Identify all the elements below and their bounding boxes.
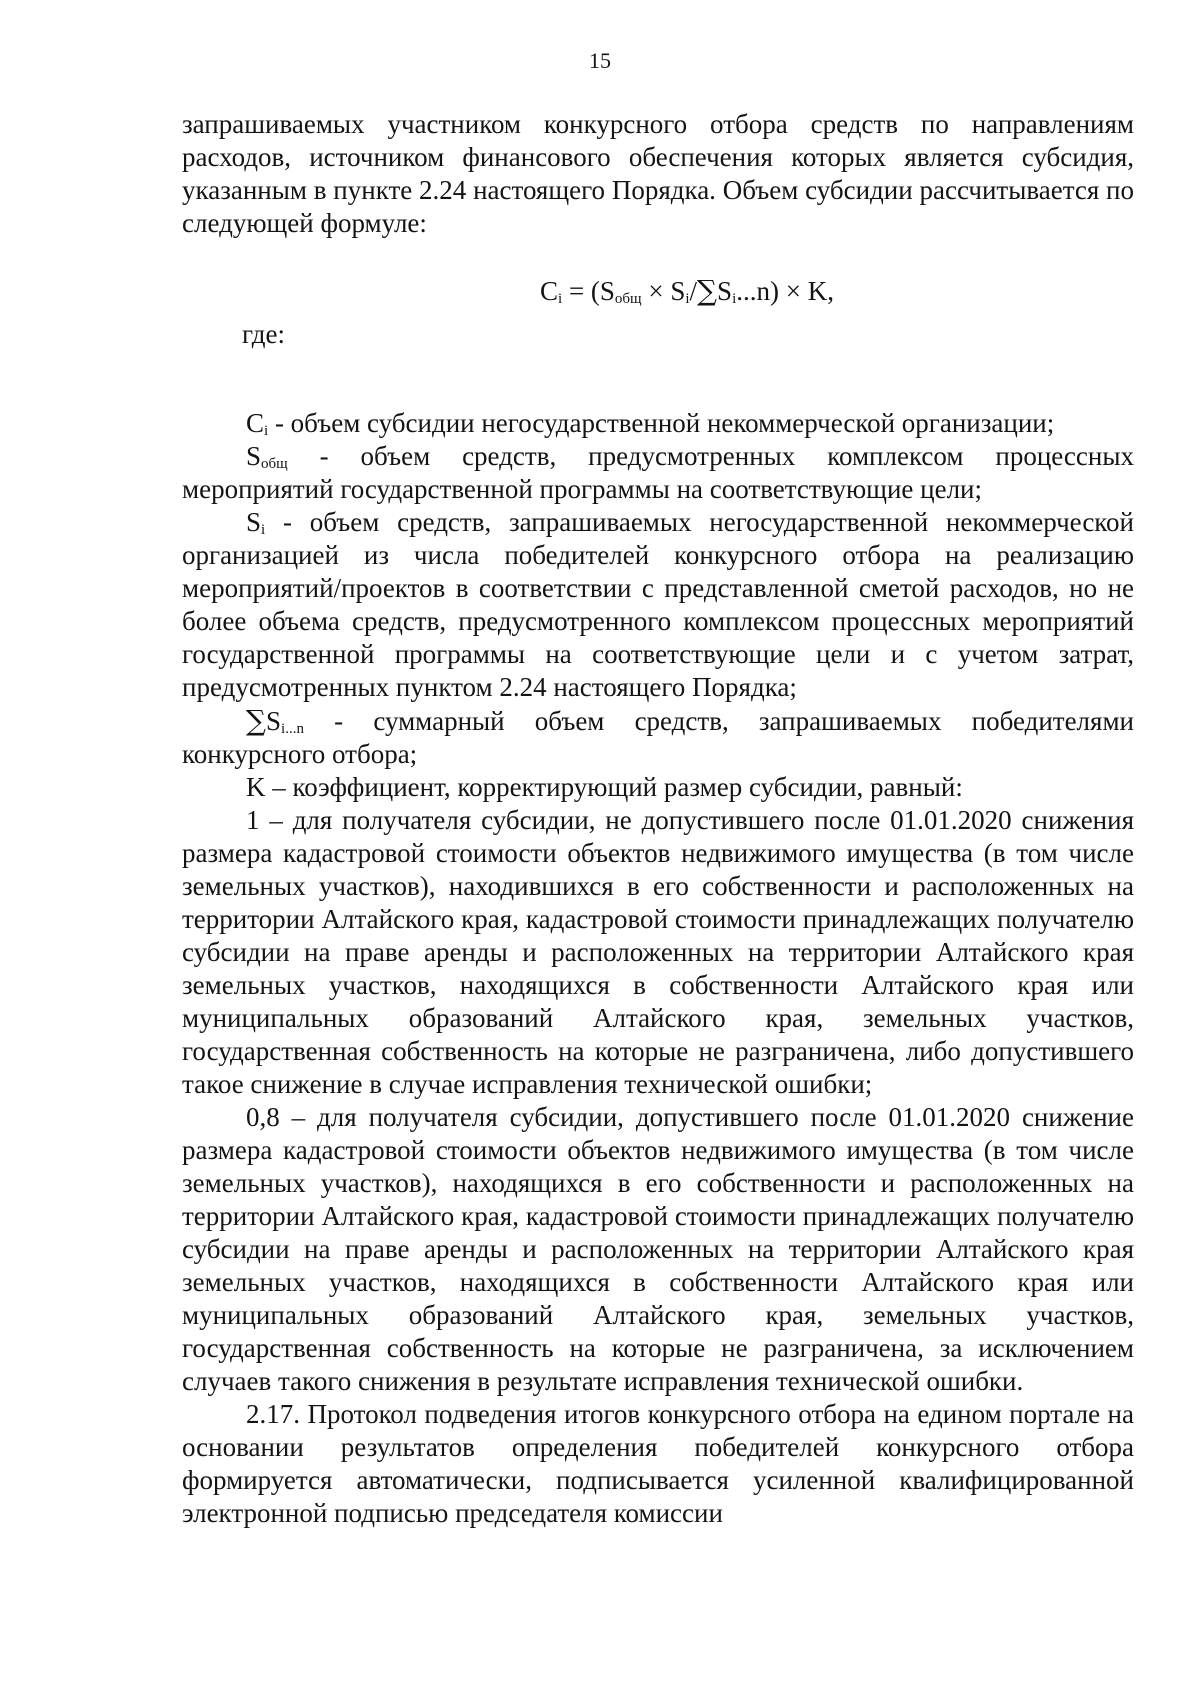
def-ci-text: - объем субсидии негосударственной некоммерческой организации; [268, 408, 1055, 438]
def-sobsh-symbol: S [246, 441, 262, 471]
def-sum-sub: i...n [281, 721, 304, 737]
def-sobsh-text: - объем средств, предусмотренных комплексом процессных мероприятий государственной программы на соответствующие цели; [182, 441, 1134, 504]
formula-sobsh-sub: общ [614, 291, 642, 307]
def-sobsh [182, 440, 1134, 506]
def-sum [182, 704, 1134, 771]
formula-ci-sub: i [558, 291, 563, 307]
def-sum-text: - суммарный объем средств, запрашиваемых победителями конкурсного отбора; [182, 706, 1134, 769]
formula-tail: ...n) × K, [736, 276, 834, 306]
def-ci-sub: i [264, 423, 269, 439]
page-number: 15 [589, 48, 611, 73]
def-si-sub: i [261, 522, 266, 538]
def-sobsh-sub: общ [261, 456, 288, 472]
formula-times-s: × S [641, 276, 686, 306]
formula-si-sub: i [685, 291, 690, 307]
subsidy-formula [182, 274, 1134, 308]
def-si-symbol: S [246, 507, 262, 537]
document-body [182, 108, 1134, 1530]
formula-tail-sub: i [732, 291, 737, 307]
def-si [182, 506, 1134, 704]
formula-tail-s: S [717, 276, 733, 306]
formula-ci: C [540, 276, 559, 306]
def-ci [182, 407, 1134, 440]
def-k-value-1: 1 – для получателя субсидии, не допустившего после 01.01.2020 снижения размера кадастровой стоимости объектов недвижимого имущества (в том числе земельных участков), находившихся в его собственности и расположенных на территории Алтайского края, кадастровой стоимости принадлежащих получателю субсидии на праве аренды и расположенных на территории Алтайского края земельных участков, находящихся в собственности Алтайского края или муниципальных образований Алтайского края, земельных участков, государственная собственность на которые не разграничена, либо допустившего такое снижение в случае исправления технической ошибки; [182, 805, 1134, 1099]
intro-paragraph: запрашиваемых участником конкурсного отбора средств по направлениям расходов, источником финансового обеспечения которых является субсидия, указанным в пункте 2.24 настоящего Порядка. Объем субсидии рассчитывается по следующей формуле: [182, 109, 1134, 238]
formula-eq-open: = (S [562, 276, 615, 306]
def-sum-symbol: S [266, 706, 282, 736]
def-si-text: - объем средств, запрашиваемых негосударственной некоммерческой организацией из числа победителей конкурсного отбора на реализацию мероприятий/проектов в соответствии с представленной сметой расходов, но не более объема средств, предусмотренного комплексом процессных мероприятий государственной программы на соответствующие цели и с учетом затрат, предусмотренных пунктом 2.24 настоящего Порядка; [182, 507, 1134, 702]
def-sum-sign: ∑ [246, 704, 266, 737]
paragraph-2-17: 2.17. Протокол подведения итогов конкурсного отбора на едином портале на основании результатов определения победителей конкурсного отбора формируется автоматически, подписывается усиленной квалифицированной электронной подписью председателя комиссии [182, 1399, 1134, 1528]
formula-slash: / [689, 276, 698, 306]
def-k-value-0-8: 0,8 – для получателя субсидии, допустившего после 01.01.2020 снижение размера кадастровой стоимости объектов недвижимого имущества (в том числе земельных участков), находящихся в его собственности и расположенных на территории Алтайского края, кадастровой стоимости принадлежащих получателю субсидии на праве аренды и расположенных на территории Алтайского края земельных участков, находящихся в собственности Алтайского края или муниципальных образований Алтайского края, земельных участков, государственная собственность на которые не разграничена, за исключением случаев такого снижения в результате исправления технической ошибки. [182, 1102, 1134, 1396]
definitions [182, 407, 1134, 1398]
def-ci-symbol: C [246, 408, 265, 438]
def-k: K – коэффициент, корректирующий размер субсидии, равный: [246, 772, 963, 802]
where-label: где: [242, 319, 285, 349]
formula-sum-sign: ∑ [697, 274, 718, 307]
